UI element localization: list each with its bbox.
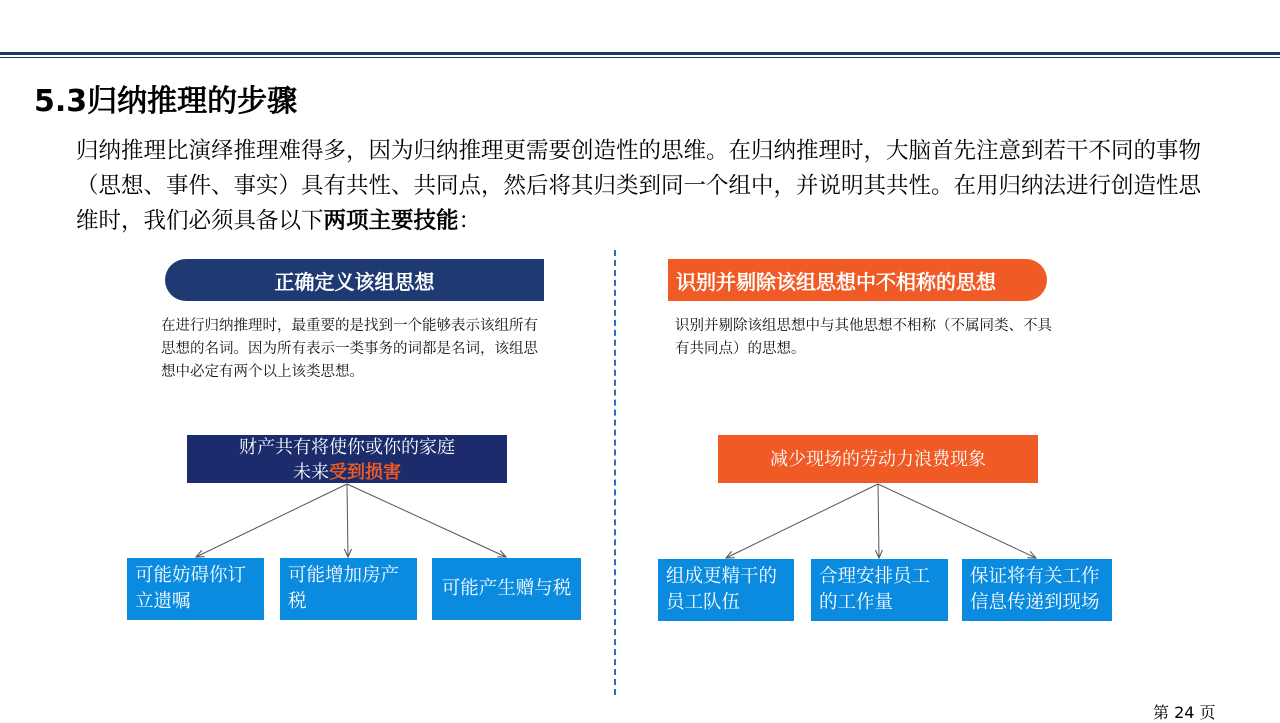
left-description: 在进行归纳推理时，最重要的是找到一个能够表示该组所有思想的名词。因为所有表示一类事务的词都是名词，该组思想中必定有两个以上该类思想。 [161,318,538,380]
page-number: 第 24 页 [1153,703,1216,722]
right-connector-1 [726,484,878,558]
page-title: 5.3归纳推理的步骤 [34,84,298,119]
right-heading: 识别并剔除该组思想中不相称的思想 [668,259,1047,301]
right-root-box: 减少现场的劳动力浪费现象 [718,435,1038,483]
left-child-3: 可能产生赠与税 [432,558,581,620]
right-child-2: 合理安排员工的工作量 [811,559,948,621]
left-connector-2 [347,484,348,557]
intro-emphasis: 两项主要技能 [323,208,459,234]
right-child-3: 保证将有关工作信息传递到现场 [962,559,1112,621]
left-child-2: 可能增加房产税 [280,558,417,620]
right-child-1: 组成更精干的员工队伍 [658,559,794,621]
left-root-highlight: 受到损害 [329,462,401,483]
right-connector-2 [878,484,879,558]
intro-text: 归纳推理比演绎推理难得多，因为归纳推理更需要创造性的思维。在归纳推理时，大脑首先注意到若干不同的事物（思想、事件、事实）具有共性、共同点，然后将其归类到同一个组中，并说明其共性。在用归纳法进行创造性思维时，我们必须具备以下 [76,138,1202,234]
right-connector-3 [878,484,1036,558]
left-connector-3 [347,484,506,557]
left-root-line1: 财产共有将使你或你的家庭 [239,437,455,458]
left-root-prefix: 未来 [293,462,329,483]
left-child-1: 可能妨碍你订立遗嘱 [127,558,264,620]
left-connector-1 [196,484,347,557]
intro-end: ： [458,208,482,234]
left-heading: 正确定义该组思想 [165,259,544,301]
right-description: 识别并剔除该组思想中与其他思想不相称（不属同类、不具有共同点）的思想。 [675,318,1052,357]
